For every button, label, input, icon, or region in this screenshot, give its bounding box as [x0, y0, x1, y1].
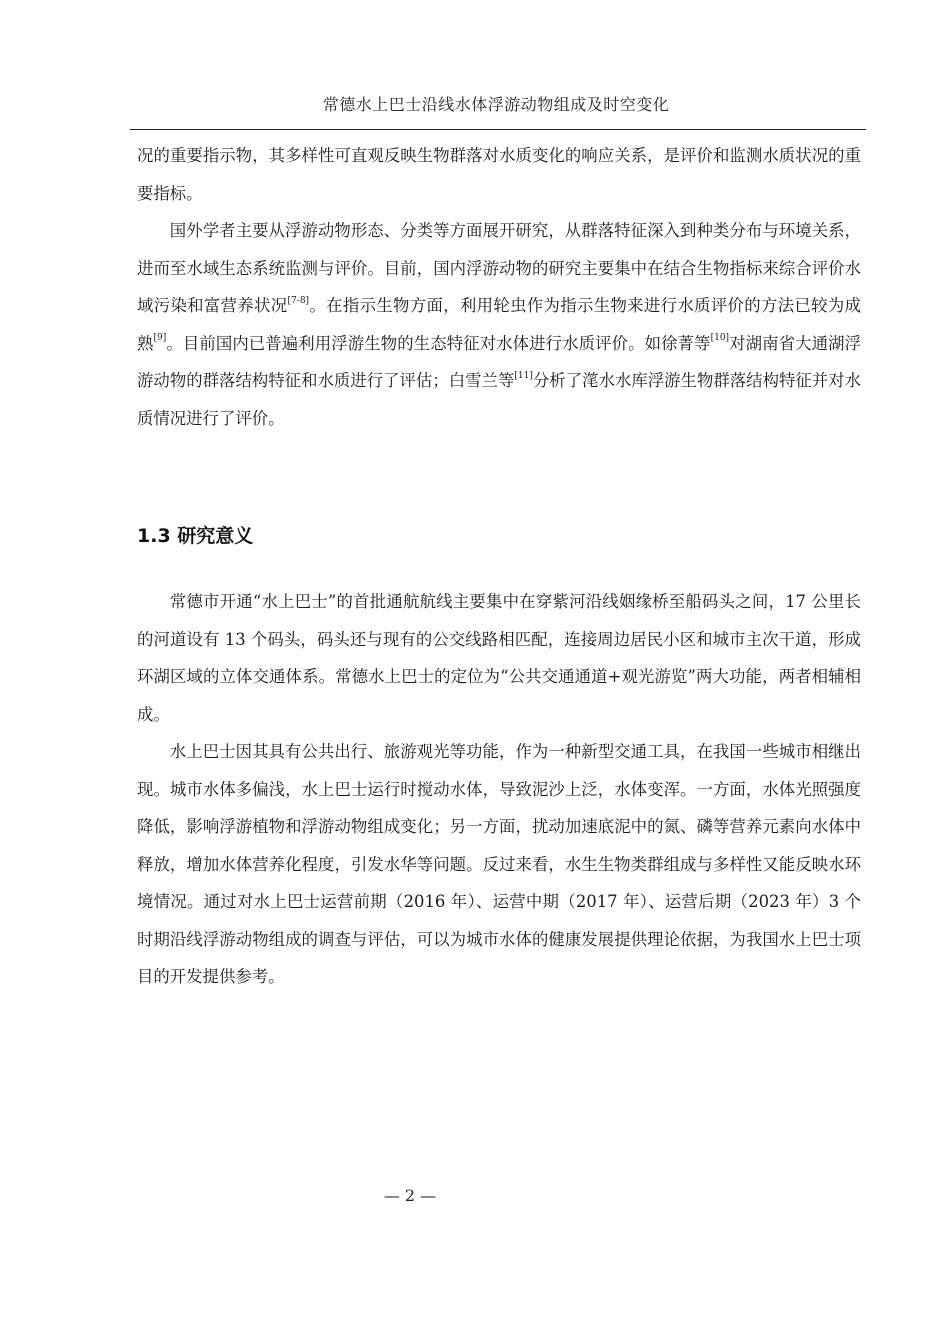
page-number: — 2 — [383, 1186, 437, 1205]
significance-paragraph-1: 常德市开通“水上巴士”的首批通航航线主要集中在穿紫河沿线姻缘桥至船码头之间，17 公里长的河道设有 13 个码头，码头还与现有的公交线路相匹配，连接周边居民小区和城市主次干道，形成环湖区域的立体交通体系。常德水上巴士的定位为“公共交通通道+观光游览”两大功能，两者相辅相成。 [137, 592, 861, 724]
section-heading: 1.3 研究意义 [137, 525, 254, 547]
header-rule [130, 129, 866, 130]
continued-paragraph: 况的重要指示物，其多样性可直观反映生物群落对水质变化的响应关系，是评价和监测水质状况的重要指标。 [137, 146, 861, 203]
paragraph-text: 分析了滗水水库浮游生物群落结构特征并对水质情况进行了评价。 [137, 371, 862, 428]
paragraph-text: 对湖南省大通湖浮游动物的群落结构特征和水质进行了评估；白雪兰等 [137, 333, 862, 390]
citation-ref: [11] [514, 370, 533, 381]
paragraph-text: 。目前国内已普遍利用浮游生物的生态特征对水体进行水质评价。如徐菁等 [166, 333, 711, 353]
citation-ref: [10] [710, 333, 730, 344]
citation-ref: [9] [153, 333, 167, 344]
intro-text-block [137, 137, 861, 437]
citation-ref: [7-8] [287, 295, 310, 306]
significance-paragraph-2: 水上巴士因其具有公共出行、旅游观光等功能，作为一种新型交通工具，在我国一些城市相继出现。城市水体多偏浅，水上巴士运行时搅动水体，导致泥沙上泛，水体变浑。一方面，水体光照强度降低，影响浮游植物和浮游动物组成变化；另一方面，扰动加速底泥中的氮、磷等营养元素向水体中释放，增加水体营养化程度，引发水华等问题。反过来看，水生生物类群组成与多样性又能反映水环境情况。通过对水上巴士运营前期（2016 年）、运营中期（2017 年）、运营后期（2023 年）3 个时期沿线浮游动物组成的调查与评估，可以为城市水体的健康发展提供理论依据，为我国水上巴士项目的开发提供参考。 [137, 742, 861, 986]
paragraph-text: 。在指示生物方面，利用轮虫作为指示生物来进行水质评价的方法已较为成熟 [137, 296, 862, 353]
running-header: 常德水上巴士沿线水体浮游动物组成及时空变化 [322, 95, 670, 114]
paragraph-text: 国外学者主要从浮游动物形态、分类等方面展开研究，从群落特征深入到种类分布与环境关系，进而至水域生态系统监测与评价。目前，国内浮游动物的研究主要集中在结合生物指标来综合评价水域污染和富营养状况 [137, 221, 861, 315]
literature-review-paragraph [137, 212, 861, 437]
section-text-block [137, 583, 861, 996]
